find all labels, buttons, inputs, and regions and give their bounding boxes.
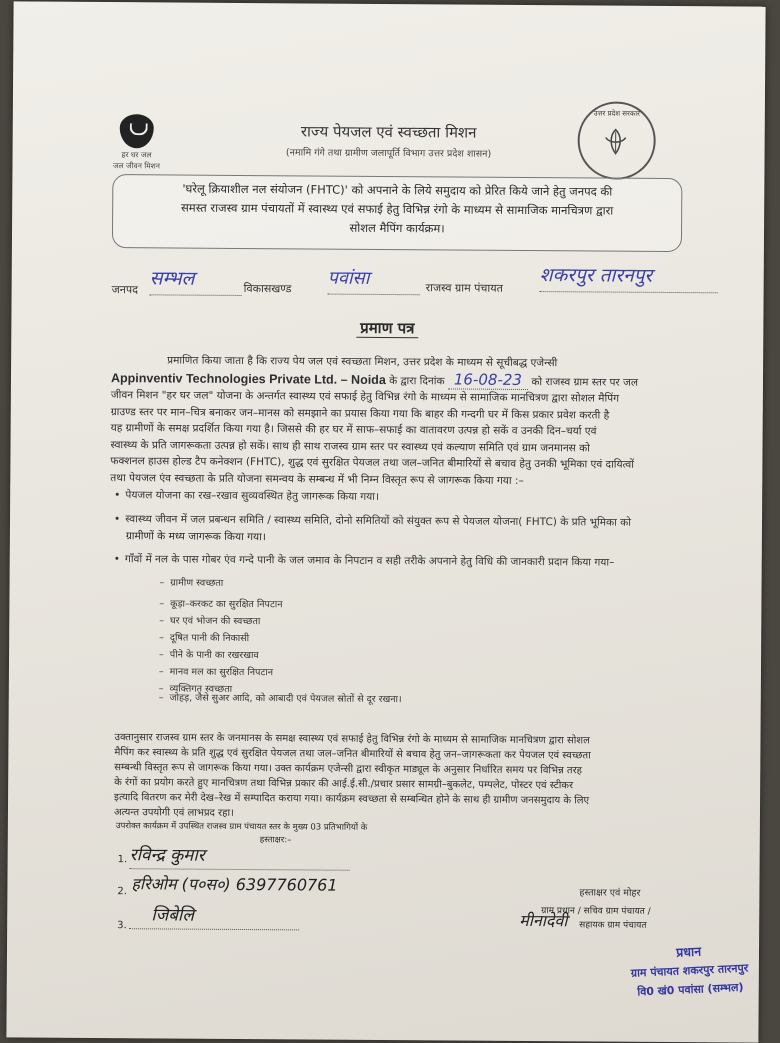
list-item: • स्वास्थ्य जीवन में जल प्रबन्धन समिति / स्वास्थ्य समिति, दोनो समितियों को संयुक्त रूप से पेयजल योजना( FHTC) के प्रति भूमिका को	[114, 512, 694, 530]
body-line-2: Appinventiv Technologies Private Ltd. – Noida के द्वारा दिनांक 16-08-23 को राजस्व ग्राम स्तर पर जल	[111, 369, 691, 392]
participants-intro-2: हस्ताक्षर:–	[260, 834, 292, 845]
certificate-title: प्रमाण पत्र	[11, 315, 763, 340]
participant-signature-2: हरिओम (प०स०) 6397760761	[131, 872, 411, 896]
block-field	[328, 266, 420, 296]
banner-line-1: 'घरेलू क्रियाशील नल संयोजन (FHTC)' को अपनाने के लिये समुदाय को प्रेरित किये जाने हेतु जनपद की	[121, 179, 673, 202]
district-field	[150, 264, 242, 296]
district-value: सम्भल	[150, 267, 195, 289]
list-item: – मानव मल का सुरक्षित निपटान	[159, 663, 282, 681]
program-banner	[112, 174, 683, 252]
seal-text: उत्तर प्रदेश सरकार	[580, 109, 654, 119]
panchayat-field	[540, 261, 718, 293]
body-line-1: प्रमाणित किया जाता है कि राज्य पेय जल एवं स्वच्छता मिशन, उत्तर प्रदेश के माध्यम से सूचीबद्ध एजेन्सी	[111, 352, 691, 373]
officer-role-1: ग्राम प्रधान / सचिव ग्राम पंचायत /	[541, 903, 651, 917]
panchayat-value: शकरपुर तारनपुर	[540, 264, 653, 287]
list-item: – जोहड़, जैसे सुअर आदि, को आबादी एवं पेयजल स्रोतों से दूर रखना।	[159, 690, 402, 705]
logo-caption-2: जल जीवन मिशन	[108, 161, 164, 170]
list-item: – ग्रामीण स्वच्छता	[160, 574, 283, 592]
list-item: • गाँवों में नल के पास गोबर एंव गन्दे पानी के जल जमाव के निपटान व सही तरीके अपनाने हेतु विधि की जानकारी प्रदान किया गया–	[114, 552, 704, 570]
participant-signature-3: जिबेलि	[129, 902, 299, 930]
program-date: 16-08-23	[448, 370, 528, 390]
sign-and-seal-label: हस्ताक्षर एवं मोहर	[579, 885, 640, 898]
list-item-continuation: ग्रामीणों के मध्य जागरूक किया गया।	[126, 529, 266, 544]
certificate-sheet: हर घर जल जल जीवन मिशन उत्तर प्रदेश सरकार राज्य पेयजल एवं स्वच्छता मिशन (नमामि गंगे तथा ग्रामीण जलापूर्ति विभाग उत्तर प्रदेश शासन) 'घरेलू क्रियाशील नल संयोजन (FHTC)' को अपनाने के लिये समुदाय को प्रेरित किये जाने हेतु जनपद की समस्त राजस्व ग्राम पंचायतों में स्वास्थ्य एवं सफाई हेतु विभिन्न रंगो के माध्यम से सामाजिक मानचित्रण द्वारा सोशल मैपिंग कार्यक्रम। जनपद सम्भल विकासखण्ड पवांसा राजस्व ग्राम पंचायत शकरपुर तारनपुर प्रमाण पत्र प्रमाणित किया जाता है कि राज्य पेय जल एवं स्वच्छता मिशन, उत्तर प्रदेश के माध्यम से सूचीबद्ध एजेन्सी Appinventiv Technologies Private Ltd. – Noida के द्वारा दिनांक 16-08-23 को राजस्व ग्राम स्तर पर जल जीवन मिशन "हर घर जल" योजना के अन्तर्गत स्वास्थ्य एवं सफाई हेतु विभिन्न रंगो के माध्यम से सामाजिक मानचित्रण द्वारा सोशल मैपिंग ग्राउण्ड स्तर पर मान–चित्र बनाकर जन–मानस को समझाने का प्रयास किया गया कि बाहर की गन्दगी घर में किस प्रकार प्रवेश करती है यह ग्रामीणों के समक्ष प्रदर्शित किया गया है। जिससे की हर घर में साफ–सफाई का वातावरण उत्पन्न हो सकें व उनकी दिन–चर्या एवं स्वास्थ्य के प्रति जागरूकता उत्पन्न हो सकें। साथ ही साथ राजस्व ग्राम स्तर पर स्वास्थ्य एवं कल्याण समिति एवं ग्राम जनमानस को फक्शनल हाउस होल्ड टैप कनेक्शन (FHTC), शुद्ध एवं सुरक्षित पेयजल तथा जल–जनित बीमारियों से बचाव हेतु उनकी भूमिका एवं दायित्वों तथा पेयजल एंव स्वच्छता के प्रति योजना समन्वय के सम्बन्ध में भी निम्न विस्तृत रूप से जागरूक किया गया :– • पेयजल योजना का रख–रखाव सुव्यवस्थित हेतु जागरूक किया गया। • स्वास्थ्य जीवन में जल प्रबन्धन समिति / स्वास्थ्य समिति, दोनो समितियों को संयुक्त रूप से पेयजल योजना( FHTC) के प्रति भूमिका को ग्रामीणों के मध्य जागरूक किया गया। • गाँवों में नल के पास गोबर एंव गन्दे पानी के जल जमाव के निपटान व सही तरीके अपनाने हेतु विधि की जानकारी प्रदान किया गया– – ग्रामीण स्वच्छता – कूड़ा–करकट का सुरक्षित निपटान – घर एवं भोजन की स्वच्छता – दूषित पानी की निकासी – पीने के पानी का रखरखाव – मानव मल का सुरक्षित निपटान – व्यक्तिगत स्वच्छता – जोहड़, जैसे सुअर आदि, को आबादी एवं पेयजल स्रोतों से दूर रखना। उक्तानुसार राजस्व ग्राम स्तर के जनमानस के समक्ष स्वास्थ्य एवं सफाई हेतु विभिन्न रंगो के माध्यम से सामाजिक मानचित्रण द्वारा सोशल मैपिंग कर स्वास्थ्य के प्रति शुद्ध एवं सुरक्षित पेयजल तथा जल–जनित बीमारियों से बचाव हेतु जन–जागरूकता कर पेयजल एवं स्वच्छता सम्बन्धी विस्तृत रूप से जागरूक किया गया। उक्त कार्यक्रम एजेन्सी द्वारा स्वीकृत माड्यूल के अनुसार निर्धारित समय पर विभिन्न तरह के रंगों का प्रयोग करते हुए मानचित्रण तथा विभिन्न प्रकार की आई.ई.सी./प्रचार प्रसार सामग्री–बुकलेट, पम्पलेट, पोस्टर एवं स्टीकर इत्यादि वितरण कर मेरी देख–रेख में सम्पादित कराया गया। कार्यक्रम स्वच्छता से सम्बन्धित होने के साथ ही ग्रामीण जनसमुदाय के लिए अत्यन्त उपयोगी एवं लाभप्रद रहा। उपरोक्त कार्यक्रम में उपस्थित राजस्व ग्राम पंचायत स्तर के मुख्य 03 प्रतिभागियों के हस्ताक्षर:– 1. रविन्द्र कुमार 2. हरिओम (प०स०) 6397760761 3. जिबेलि हस्ताक्षर एवं मोहर ग्राम प्रधान / सचिव ग्राम पंचायत / सहायक ग्राम पंचायत मीनादेवी प्रधान ग्राम पंचायत शकरपुर तारनपुर वि0 खं0 पवांसा (सम्भल)	[6, 1, 765, 1042]
body-line-8: तथा पेयजल एंव स्वच्छता के प्रति योजना समन्वय के सम्बन्ध में भी निम्न विस्तृत रूप से जागरूक किया गया :–	[110, 470, 690, 491]
mission-subtitle: (नमामि गंगे तथा ग्रामीण जलापूर्ति विभाग उत्तर प्रदेश शासन)	[13, 143, 765, 161]
list-item: – पीने के पानी का रखरखाव	[159, 646, 282, 664]
banner-line-3: सोशल मैपिंग कार्यक्रम।	[121, 217, 673, 240]
district-label: जनपद	[112, 282, 138, 297]
panchayat-label: राजस्व ग्राम पंचायत	[426, 280, 503, 296]
body-line-5: यह ग्रामीणों के समक्ष प्रदर्शित किया गया है। जिससे की हर घर में साफ–सफाई का वातावरण उत्पन्न हो सकें व उनकी दिन–चर्या एवं	[111, 420, 691, 441]
body-line-4: ग्राउण्ड स्तर पर मान–चित्र बनाकर जन–मानस को समझाने का प्रयास किया गया कि बाहर की गन्दगी घर में किस प्रकार प्रवेश करती है	[111, 404, 691, 425]
certificate-body	[110, 352, 691, 490]
officer-signature: मीनादेवी	[519, 909, 567, 931]
banner-line-2: समस्त राजस्व ग्राम पंचायतों में स्वास्थ्य एवं सफाई हेतु विभिन्न रंगो के माध्यम से सामाजिक मानचित्रण द्वारा	[121, 198, 673, 221]
agency-name: Appinventiv Technologies Private Ltd. – Noida	[111, 371, 386, 387]
block-label: विकासखण्ड	[244, 281, 292, 296]
block-value: पवांसा	[328, 268, 370, 289]
list-item: – व्यक्तिगत स्वच्छता	[159, 680, 282, 698]
list-item: • पेयजल योजना का रख–रखाव सुव्यवस्थित हेतु जागरूक किया गया।	[114, 488, 694, 506]
participants-intro: उपरोक्त कार्यक्रम में उपस्थित राजस्व ग्राम पंचायत स्तर के मुख्य 03 प्रतिभागियों के	[116, 820, 367, 833]
body-line-3: जीवन मिशन "हर घर जल" योजना के अन्तर्गत स्वास्थ्य एवं सफाई हेतु विभिन्न रंगो के माध्यम से सामाजिक मानचित्रण द्वारा सोशल मैपिंग	[111, 387, 691, 408]
list-item: – कूड़ा–करकट का सुरक्षित निपटान	[159, 595, 282, 613]
sanitization-topics	[159, 574, 283, 698]
list-item: – घर एवं भोजन की स्वच्छता	[159, 612, 282, 630]
conclusion-paragraph: उक्तानुसार राजस्व ग्राम स्तर के जनमानस के समक्ष स्वास्थ्य एवं सफाई हेतु विभिन्न रंगो के माध्यम से सामाजिक मानचित्रण द्वारा सोशल मैपिंग कर स्वास्थ्य के प्रति शुद्ध एवं सुरक्षित पेयजल तथा जल–जनित बीमारियों से बचाव हेतु जन–जागरूकता कर पेयजल एवं स्वच्छता सम्बन्धी विस्तृत रूप से जागरूक किया गया। उक्त कार्यक्रम एजेन्सी द्वारा स्वीकृत माड्यूल के अनुसार निर्धारित समय पर विभिन्न तरह के रंगों का प्रयोग करते हुए मानचित्रण तथा विभिन्न प्रकार की आई.ई.सी./प्रचार प्रसार सामग्री–बुकलेट, पम्पलेट, पोस्टर एवं स्टीकर इत्यादि वितरण कर मेरी देख–रेख में सम्पादित कराया गया। कार्यक्रम स्वच्छता से सम्बन्धित होने के साथ ही ग्रामीण जनसमुदाय के लिए अत्यन्त उपयोगी एवं लाभप्रद रहा।	[114, 730, 691, 824]
body-line-7: फक्शनल हाउस होल्ड टैप कनेक्शन (FHTC), शुद्ध एवं सुरक्षित पेयजल तथा जल–जनित बीमारियों से बचाव हेतु उनकी भूमिका एवं दायित्वों	[110, 453, 690, 474]
participant-signature-1: रविन्द्र कुमार	[130, 842, 350, 871]
panchayat-stamp: प्रधान ग्राम पंचायत शकरपुर तारनपुर वि0 खं0 पवांसा (सम्भल)	[605, 938, 774, 1015]
officer-role-2: सहायक ग्राम पंचायत	[579, 917, 646, 930]
body-line-6: स्वास्थ्य के प्रति जागरूकता उत्पन्न हो सकें। साथ ही साथ राजस्व ग्राम स्तर पर स्वास्थ्य एवं कल्याण समिति एवं ग्राम जनमानस को	[110, 437, 690, 458]
mission-title: राज्य पेयजल एवं स्वच्छता मिशन	[13, 119, 765, 144]
list-item: – दूषित पानी की निकासी	[159, 629, 282, 647]
logo-caption-1: हर घर जल	[109, 150, 165, 159]
